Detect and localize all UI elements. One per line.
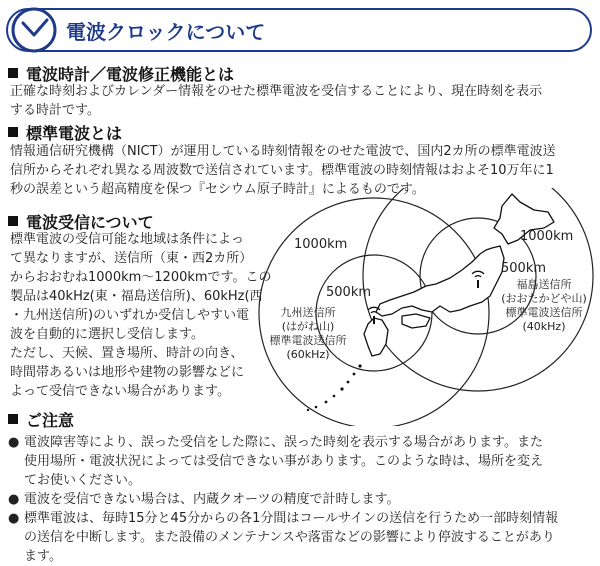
note-line: 電波を受信できない場合は、内蔵クオーツの精度で計時します。 xyxy=(24,492,400,507)
note-item xyxy=(8,509,558,566)
body-line: て異なりますが、送信所（東・西2カ所） xyxy=(10,251,253,266)
section-body-reception xyxy=(10,230,272,401)
body-line: する時計です。 xyxy=(10,103,100,118)
svg-text:(60kHz): (60kHz) xyxy=(286,348,330,361)
bullet-dot-icon: ● xyxy=(8,492,20,507)
svg-text:(おおたかどや山): (おおたかどや山) xyxy=(501,292,587,305)
reception-range-map xyxy=(256,188,600,426)
body-line: 時間帯あるいは地形や建物の影響などに xyxy=(10,365,245,380)
svg-text:標準電波送信所: 標準電波送信所 xyxy=(269,334,347,347)
section-heading-text: 標準電波とは xyxy=(26,124,123,143)
note-line: 標準電波は、毎時15分と45分からの各1分間はコールサインの送信を行うため一部時刻情報 xyxy=(24,511,559,526)
square-bullet-icon xyxy=(8,414,18,424)
note-line: 使用場所・電波状況によっては受信できない事があります。このような時は、場所を変え xyxy=(24,454,543,469)
section-heading-notes xyxy=(8,408,74,431)
body-line: ただし、天候、置き場所、時計の向き、 xyxy=(10,346,244,361)
honshu-shape xyxy=(376,246,504,316)
range-label-1000-west: 1000km xyxy=(294,237,348,252)
range-label-500-east: 500km xyxy=(501,261,547,276)
range-label-1000-east: 1000km xyxy=(520,229,574,244)
range-label-500-west: 500km xyxy=(326,285,372,300)
body-line: からおおむね1000km～1200kmです。この xyxy=(10,270,272,285)
svg-text:九州送信所: 九州送信所 xyxy=(280,306,336,319)
section-heading-text: 電波時計／電波修正機能とは xyxy=(26,65,235,84)
ryukyu-islands xyxy=(307,364,362,411)
note-line: の送信を中断します。また設備のメンテナンスや落雷などの影響により停波することがあり xyxy=(24,530,555,545)
shikoku-shape xyxy=(402,314,430,328)
svg-text:標準電波送信所: 標準電波送信所 xyxy=(505,306,583,319)
body-line: 情報通信研究機構（NICT）が運用している時刻情報をのせた電波で、国内2カ所の標準電波送 xyxy=(10,144,556,159)
bullet-dot-icon: ● xyxy=(8,511,20,526)
section-heading-text: 電波受信について xyxy=(26,213,154,232)
body-line: 波を自動的に選択し受信します。 xyxy=(10,327,204,342)
svg-text:(40kHz): (40kHz) xyxy=(522,320,566,333)
section-heading-standard-wave xyxy=(8,121,122,144)
svg-text:福島送信所: 福島送信所 xyxy=(516,278,572,291)
svg-text:(はがね山): (はがね山) xyxy=(281,320,335,333)
body-line: 秒の誤差という超高精度を保つ『セシウム原子時計』によるものです。 xyxy=(10,182,425,197)
kyushu-shape xyxy=(364,318,388,356)
fukushima-transmitter-label xyxy=(501,277,587,333)
body-line: 標準電波の受信可能な地域は条件によっ xyxy=(10,232,245,247)
square-bullet-icon xyxy=(8,216,18,226)
note-item xyxy=(8,490,558,509)
body-line: よって受信できない場合があります。 xyxy=(10,384,230,399)
body-line: ・九州送信所)のいずれか受信しやすい電 xyxy=(10,308,250,323)
body-line: 正確な時刻およびカレンダー情報をのせた標準電波を受信することにより、現在時刻を表示 xyxy=(10,84,543,99)
clock-icon xyxy=(10,6,58,54)
section-heading-text: ご注意 xyxy=(26,411,75,430)
section-body-radio-clock xyxy=(10,82,542,120)
square-bullet-icon xyxy=(8,68,18,78)
square-bullet-icon xyxy=(8,127,18,137)
notes-list xyxy=(8,433,558,566)
note-line: 電波障害等により、誤った受信をした際に、誤った時刻を表示する場合があります。また xyxy=(24,435,543,450)
page-title: 電波クロックについて xyxy=(66,20,266,44)
body-line: 製品は40kHz(東・福島送信所)、60kHz(西 xyxy=(10,289,263,304)
kyushu-transmitter-label xyxy=(270,305,347,361)
bullet-dot-icon: ● xyxy=(8,435,20,450)
note-line: てお使いください。 xyxy=(24,473,142,488)
body-line: 信所からそれぞれ異なる周波数で送信されています。標準電波の時刻情報はおよそ10万年に1 xyxy=(10,163,554,178)
note-item xyxy=(8,433,558,490)
note-line: ます。 xyxy=(24,549,62,564)
